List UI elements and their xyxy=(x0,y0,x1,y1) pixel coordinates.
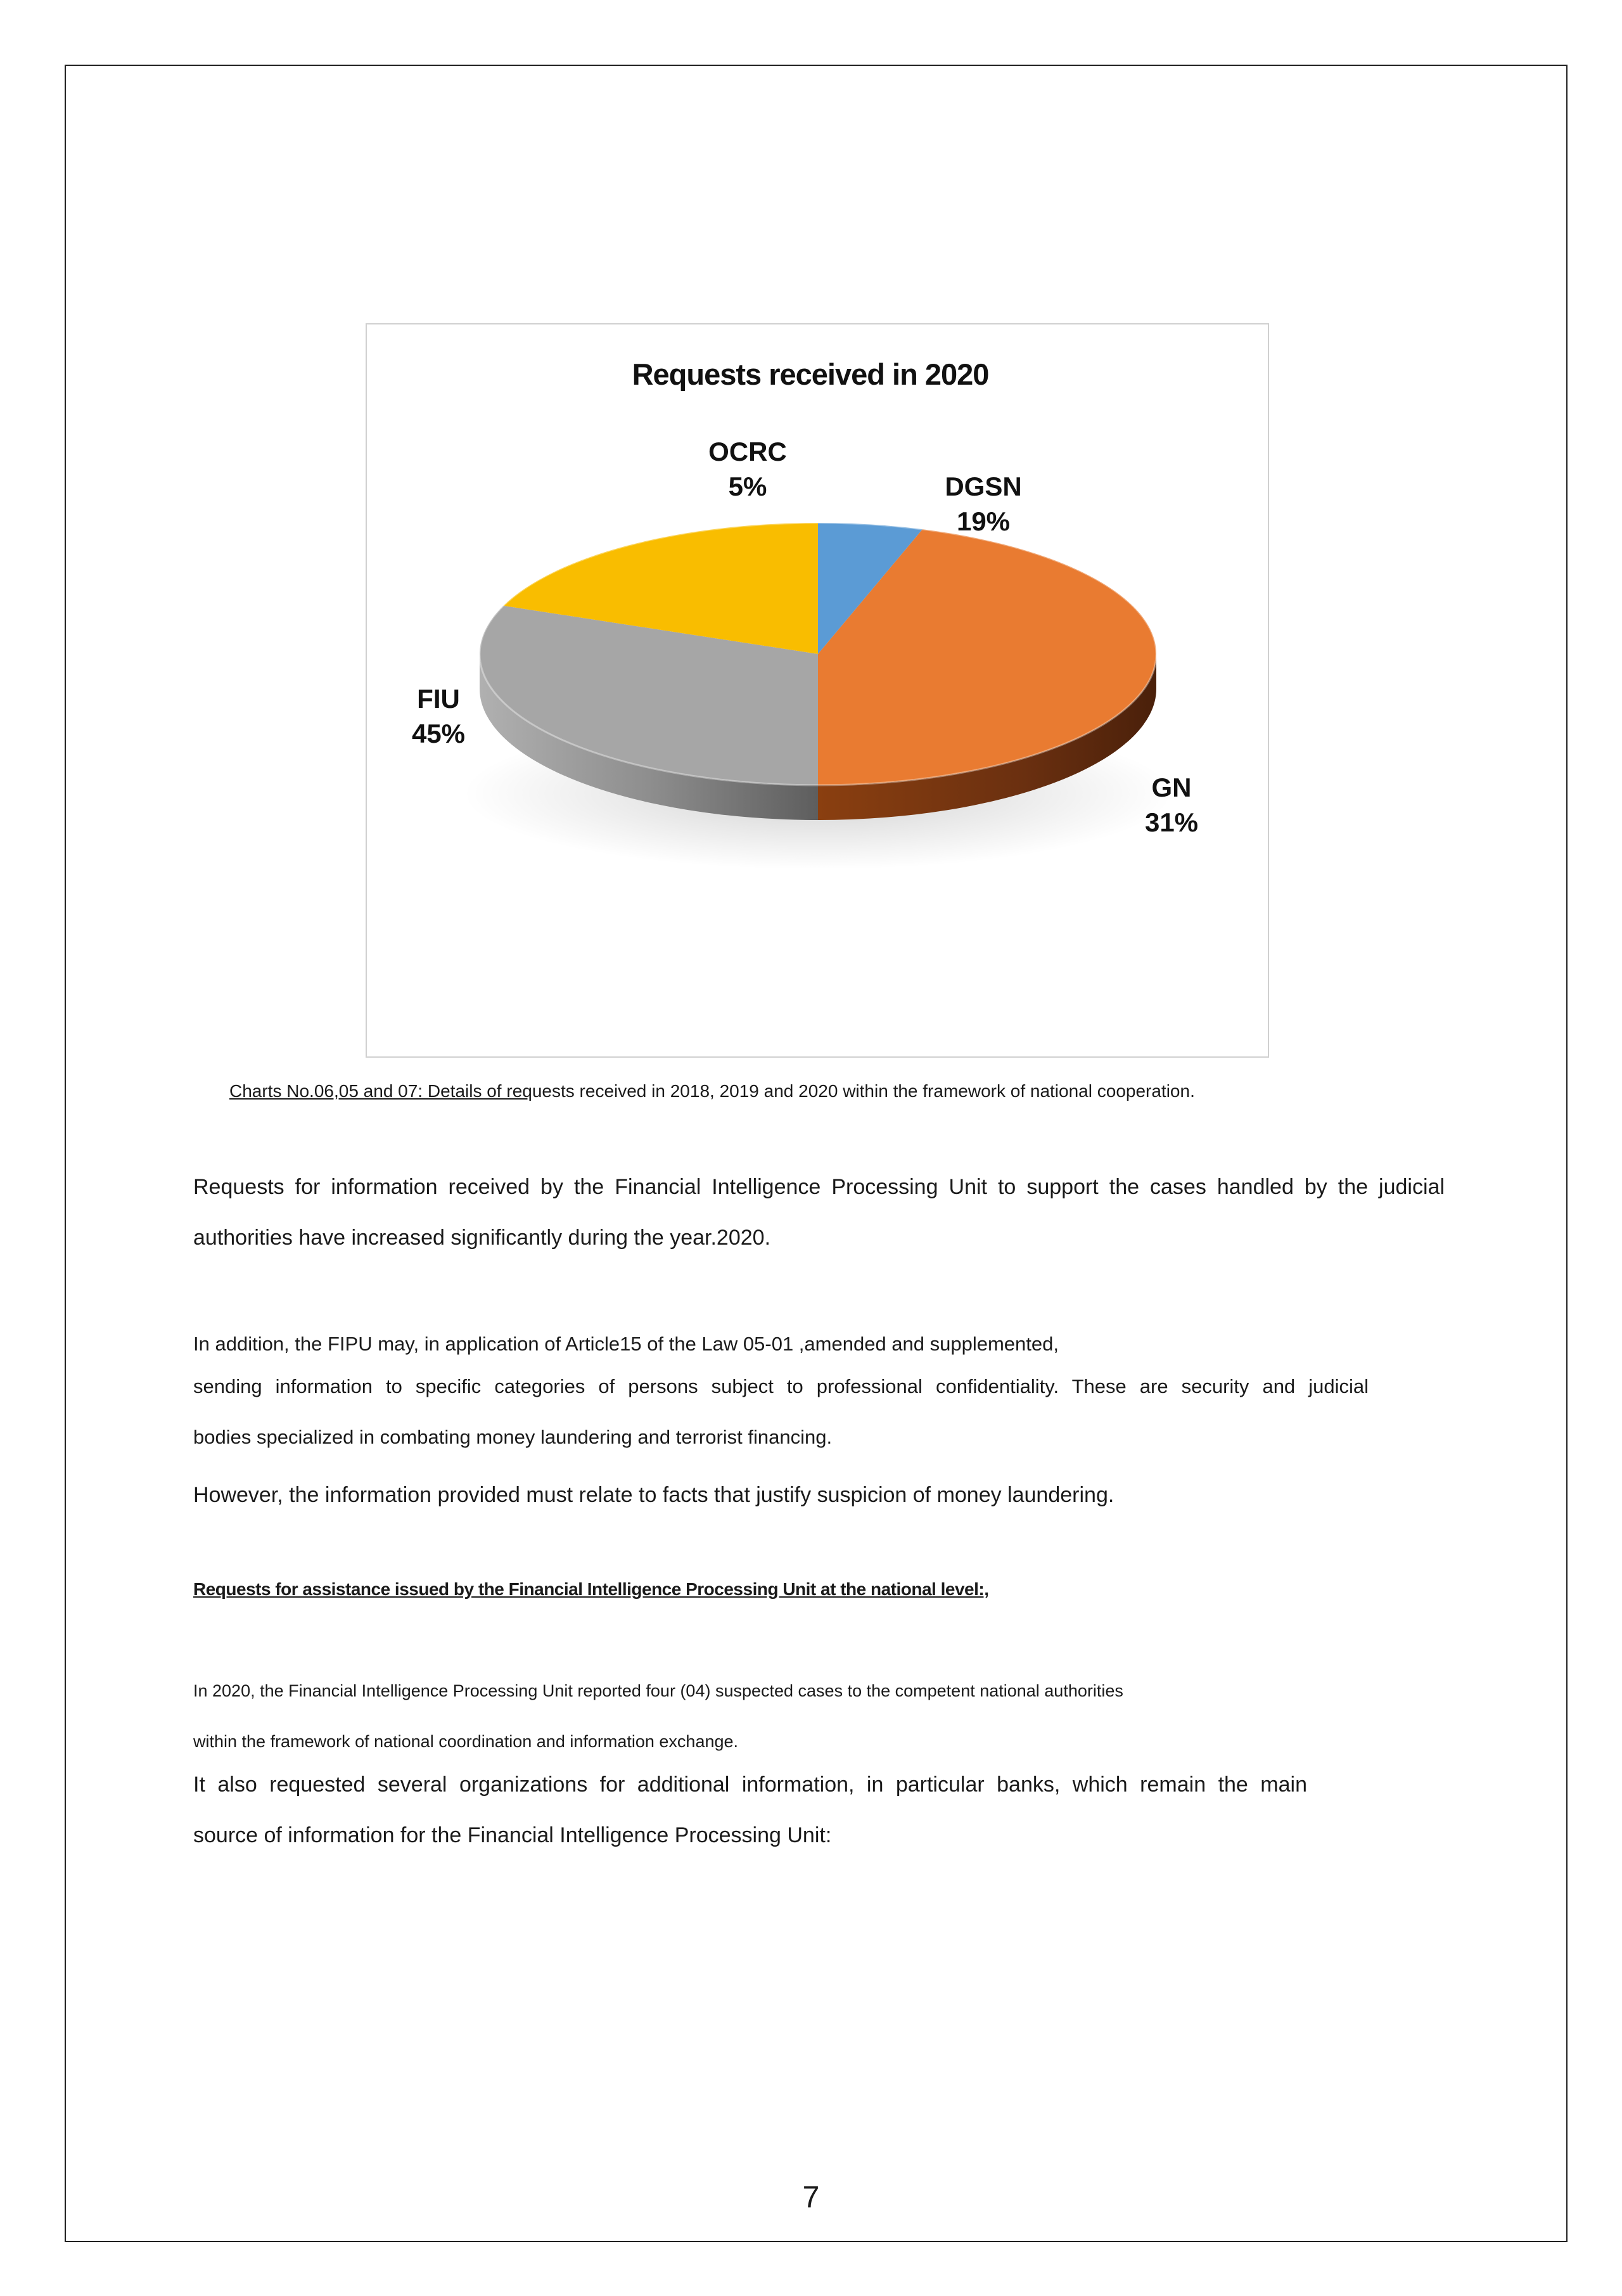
pie-chart-svg xyxy=(367,324,1268,1056)
paragraph-1-line-2: authorities have increased significantly during the year.2020. xyxy=(193,1226,771,1250)
chart-caption xyxy=(229,1081,1195,1101)
slice-value-ocrc: 5% xyxy=(728,471,767,501)
paragraph-5-line-2: source of information for the Financial Intelligence Processing Unit: xyxy=(193,1823,832,1847)
paragraph-1-line-1: Requests for information received by the Financial Intelligence Processing Unit to support the cases handled by the judicial xyxy=(193,1175,1445,1199)
paragraph-2-line-1: In addition, the FIPU may, in application of Article15 of the Law 05-01 ,amended and supplemented, xyxy=(193,1333,1059,1355)
slice-value-fiu: 45% xyxy=(411,719,466,748)
paragraph-3: However, the information provided must relate to facts that justify suspicion of money laundering. xyxy=(193,1483,1114,1507)
paragraph-4-line-2: within the framework of national coordination and information exchange. xyxy=(193,1732,739,1751)
paragraph-2-line-3: bodies specialized in combating money laundering and terrorist financing. xyxy=(193,1426,833,1448)
pie-chart xyxy=(366,323,1269,1058)
paragraph-4-line-1: In 2020, the Financial Intelligence Processing Unit reported four (04) suspected cases to the competent national authorities xyxy=(193,1681,1123,1700)
paragraph-2-line-2: sending information to specific categories of persons subject to professional confidentiality. These are security and judicial xyxy=(193,1375,1369,1397)
section-heading: Requests for assistance issued by the Financial Intelligence Processing Unit at the national level:, xyxy=(193,1579,989,1599)
slice-label-gn: GN xyxy=(1151,773,1192,802)
slice-value-dgsn: 19% xyxy=(956,506,1011,536)
page-number: 7 xyxy=(802,2181,820,2214)
slice-value-gn: 31% xyxy=(1144,807,1199,837)
slice-label-dgsn: DGSN xyxy=(945,471,1022,501)
slice-label-fiu: FIU xyxy=(417,684,460,714)
paragraph-5-line-1: It also requested several organizations for additional information, in particular banks, which remain the main xyxy=(193,1773,1307,1797)
chart-title: Requests received in 2020 xyxy=(632,357,989,391)
caption-underlined: Charts No.06,05 and 07: Details of req xyxy=(229,1081,532,1101)
slice-label-ocrc: OCRC xyxy=(708,437,787,466)
caption-rest: uests received in 2018, 2019 and 2020 within the framework of national cooperation. xyxy=(532,1081,1195,1101)
